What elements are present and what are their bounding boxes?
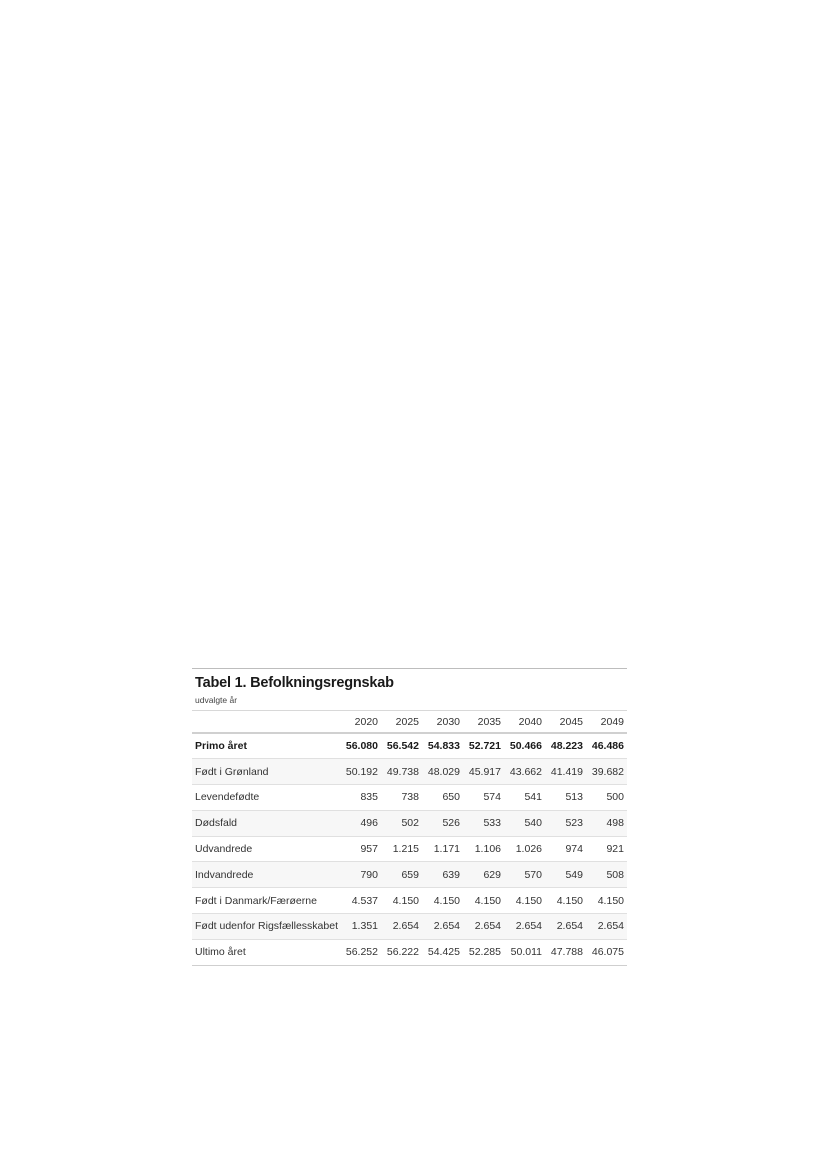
row-label: Født udenfor Rigsfællesskabet — [195, 920, 338, 933]
row-label: Ultimo året — [195, 946, 246, 959]
row-label: Udvandrede — [195, 843, 253, 856]
value-cell: 50.466 — [509, 740, 542, 753]
population-table — [192, 710, 627, 966]
value-cell: 629 — [483, 868, 501, 881]
value-cell: 54.425 — [427, 946, 460, 959]
value-cell: 659 — [401, 868, 419, 881]
table-row — [192, 836, 627, 862]
value-cell: 2.654 — [556, 920, 583, 933]
value-cell: 2.654 — [474, 920, 501, 933]
table-row — [192, 862, 627, 888]
row-label: Født i Danmark/Færøerne — [195, 894, 317, 907]
table-body — [192, 733, 627, 965]
header-year: 2045 — [559, 715, 583, 728]
table-row — [192, 939, 627, 965]
population-table-block — [192, 668, 627, 966]
value-cell: 56.542 — [386, 740, 419, 753]
value-cell: 835 — [360, 791, 378, 804]
header-year: 2035 — [477, 715, 501, 728]
header-year: 2020 — [354, 715, 378, 728]
value-cell: 1.215 — [392, 843, 419, 856]
value-cell: 1.026 — [515, 843, 542, 856]
value-cell: 50.192 — [345, 765, 378, 778]
value-cell: 574 — [483, 791, 501, 804]
value-cell: 2.654 — [597, 920, 624, 933]
value-cell: 4.150 — [433, 894, 460, 907]
value-cell: 650 — [442, 791, 460, 804]
header-year: 2049 — [600, 715, 624, 728]
value-cell: 47.788 — [550, 946, 583, 959]
value-cell: 1.171 — [433, 843, 460, 856]
header-year: 2030 — [436, 715, 460, 728]
header-year: 2025 — [395, 715, 419, 728]
table-row — [192, 759, 627, 785]
value-cell: 523 — [565, 817, 583, 830]
table-row — [192, 785, 627, 811]
value-cell: 52.285 — [468, 946, 501, 959]
value-cell: 56.222 — [386, 946, 419, 959]
value-cell: 56.080 — [345, 740, 378, 753]
value-cell: 549 — [565, 868, 583, 881]
value-cell: 39.682 — [591, 765, 624, 778]
row-label: Dødsfald — [195, 817, 238, 830]
value-cell: 541 — [524, 791, 542, 804]
value-cell: 921 — [606, 843, 624, 856]
table-title: Tabel 1. Befolkningsregnskab — [195, 675, 394, 691]
value-cell: 46.486 — [591, 740, 624, 753]
table-header-row — [192, 711, 627, 734]
row-label: Indvandrede — [195, 868, 254, 881]
value-cell: 4.150 — [556, 894, 583, 907]
value-cell: 52.721 — [468, 740, 501, 753]
value-cell: 974 — [565, 843, 583, 856]
header-year: 2040 — [518, 715, 542, 728]
value-cell: 4.150 — [474, 894, 501, 907]
value-cell: 4.150 — [597, 894, 624, 907]
table-row — [192, 888, 627, 914]
value-cell: 1.106 — [474, 843, 501, 856]
value-cell: 50.011 — [510, 946, 542, 959]
value-cell: 498 — [606, 817, 624, 830]
value-cell: 790 — [360, 868, 378, 881]
value-cell: 48.223 — [550, 740, 583, 753]
value-cell: 2.654 — [392, 920, 419, 933]
table-row — [192, 810, 627, 836]
value-cell: 49.738 — [386, 765, 419, 778]
value-cell: 570 — [524, 868, 542, 881]
header-label-cell — [192, 711, 340, 734]
value-cell: 56.252 — [345, 946, 378, 959]
value-cell: 4.150 — [515, 894, 542, 907]
value-cell: 639 — [442, 868, 460, 881]
value-cell: 45.917 — [468, 765, 501, 778]
value-cell: 508 — [606, 868, 624, 881]
value-cell: 48.029 — [427, 765, 460, 778]
table-row — [192, 914, 627, 940]
value-cell: 2.654 — [433, 920, 460, 933]
value-cell: 738 — [401, 791, 419, 804]
value-cell: 41.419 — [550, 765, 583, 778]
value-cell: 43.662 — [509, 765, 542, 778]
row-label: Primo året — [195, 740, 247, 753]
value-cell: 2.654 — [515, 920, 542, 933]
row-label: Levendefødte — [195, 791, 260, 804]
table-subtitle: udvalgte år — [195, 695, 238, 705]
value-cell: 957 — [360, 843, 378, 856]
value-cell: 500 — [606, 791, 624, 804]
row-label: Født i Grønland — [195, 765, 269, 778]
value-cell: 1.351 — [351, 920, 378, 933]
value-cell: 540 — [524, 817, 542, 830]
value-cell: 533 — [483, 817, 501, 830]
value-cell: 496 — [360, 817, 378, 830]
value-cell: 526 — [442, 817, 460, 830]
value-cell: 46.075 — [591, 946, 624, 959]
value-cell: 502 — [401, 817, 419, 830]
table-row — [192, 733, 627, 759]
value-cell: 4.537 — [351, 894, 378, 907]
value-cell: 54.833 — [427, 740, 460, 753]
value-cell: 513 — [565, 791, 583, 804]
value-cell: 4.150 — [392, 894, 419, 907]
